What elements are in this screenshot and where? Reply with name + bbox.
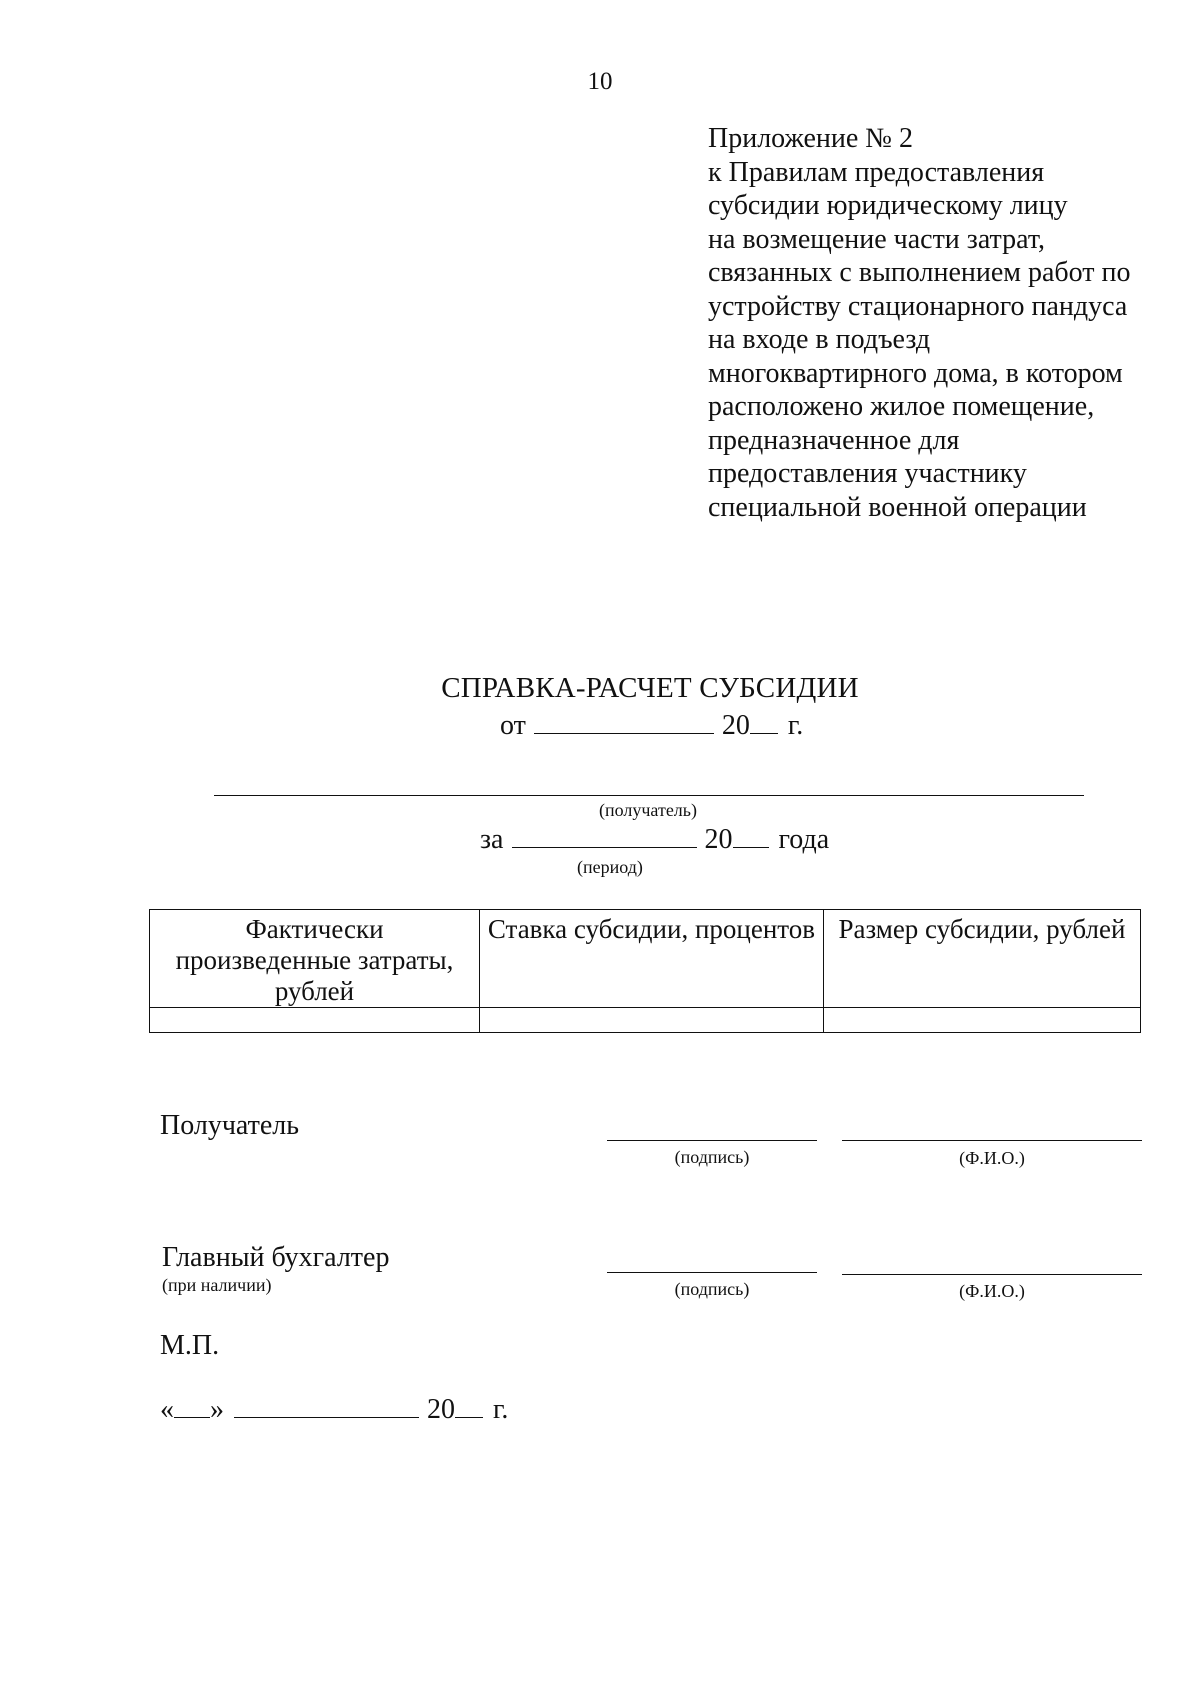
- table-cell-subsidy-amount[interactable]: [823, 1008, 1140, 1033]
- header-subsidy-rate: Ставка субсидии, процентов: [480, 910, 824, 1008]
- date-blank-field[interactable]: [534, 711, 714, 734]
- accountant-signature-label: Главный бухгалтер: [162, 1242, 390, 1273]
- footer-suffix: г.: [493, 1394, 509, 1425]
- appendix-line: предназначенное для: [708, 424, 960, 456]
- appendix-line: расположено жилое помещение,: [708, 391, 1095, 422]
- appendix-heading: [708, 122, 1178, 524]
- appendix-line: связанных с выполнением работ по: [708, 257, 1131, 288]
- appendix-line: специальной военной операции: [708, 491, 1087, 523]
- appendix-line: устройству стационарного пандуса: [708, 290, 1128, 322]
- date-prefix: от: [500, 710, 526, 741]
- recipient-name-caption: (Ф.И.О.): [959, 1148, 1025, 1168]
- table-cell-actual-costs[interactable]: [150, 1008, 480, 1033]
- subsidy-table: [149, 909, 1141, 1033]
- footer-year-prefix: 20: [427, 1394, 455, 1425]
- accountant-name-caption: (Ф.И.О.): [959, 1281, 1025, 1301]
- period-suffix: года: [778, 824, 830, 855]
- date-year-blank-field[interactable]: [750, 711, 778, 734]
- accountant-note: (при наличии): [162, 1275, 272, 1295]
- header-subsidy-amount: Размер субсидии, рублей: [823, 910, 1140, 1008]
- appendix-line: субсидии юридическому лицу: [708, 190, 1068, 221]
- recipient-blank-field[interactable]: [214, 795, 1084, 796]
- period-prefix: за: [480, 824, 504, 855]
- accountant-signature-caption: (подпись): [674, 1279, 750, 1299]
- recipient-signature-caption: (подпись): [674, 1147, 750, 1167]
- recipient-name-field[interactable]: [842, 1140, 1142, 1141]
- footer-day-blank-field[interactable]: [174, 1395, 210, 1418]
- footer-year-blank-field[interactable]: [455, 1395, 483, 1418]
- header-actual-costs: Фактически произведенные затраты, рублей: [150, 910, 480, 1008]
- appendix-line: к Правилам предоставления: [708, 156, 1045, 188]
- footer-month-blank-field[interactable]: [234, 1395, 419, 1418]
- footer-close-quote: »: [210, 1394, 224, 1425]
- period-caption: (период): [577, 857, 643, 877]
- appendix-line: многоквартирного дома, в котором: [708, 357, 1123, 389]
- accountant-name-field[interactable]: [842, 1274, 1142, 1275]
- document-title: СПРАВКА-РАСЧЕТ СУБСИДИИ: [441, 672, 859, 704]
- table-row: [150, 1008, 1141, 1033]
- period-line: [480, 824, 829, 856]
- table-cell-subsidy-rate[interactable]: [480, 1008, 824, 1033]
- date-suffix: г.: [787, 710, 804, 741]
- appendix-line: на входе в подъезд: [708, 324, 931, 355]
- footer-date-line: [160, 1394, 508, 1426]
- accountant-signature-field[interactable]: [607, 1272, 817, 1273]
- period-year-prefix: 20: [704, 824, 733, 855]
- footer-open-quote: «: [160, 1394, 174, 1425]
- document-date-line: [500, 710, 803, 742]
- recipient-signature-field[interactable]: [607, 1140, 817, 1141]
- appendix-line: предоставления участнику: [708, 458, 1027, 489]
- seal-label: М.П.: [160, 1330, 220, 1361]
- appendix-line: на возмещение части затрат,: [708, 223, 1045, 255]
- appendix-line: Приложение № 2: [708, 123, 913, 154]
- recipient-signature-label: Получатель: [160, 1110, 300, 1141]
- period-blank-field[interactable]: [512, 825, 697, 848]
- date-year-prefix: 20: [721, 710, 750, 741]
- recipient-caption: (получатель): [599, 800, 697, 820]
- period-year-blank-field[interactable]: [733, 825, 769, 848]
- page-number: 10: [587, 68, 613, 95]
- table-header-row: [150, 910, 1141, 1008]
